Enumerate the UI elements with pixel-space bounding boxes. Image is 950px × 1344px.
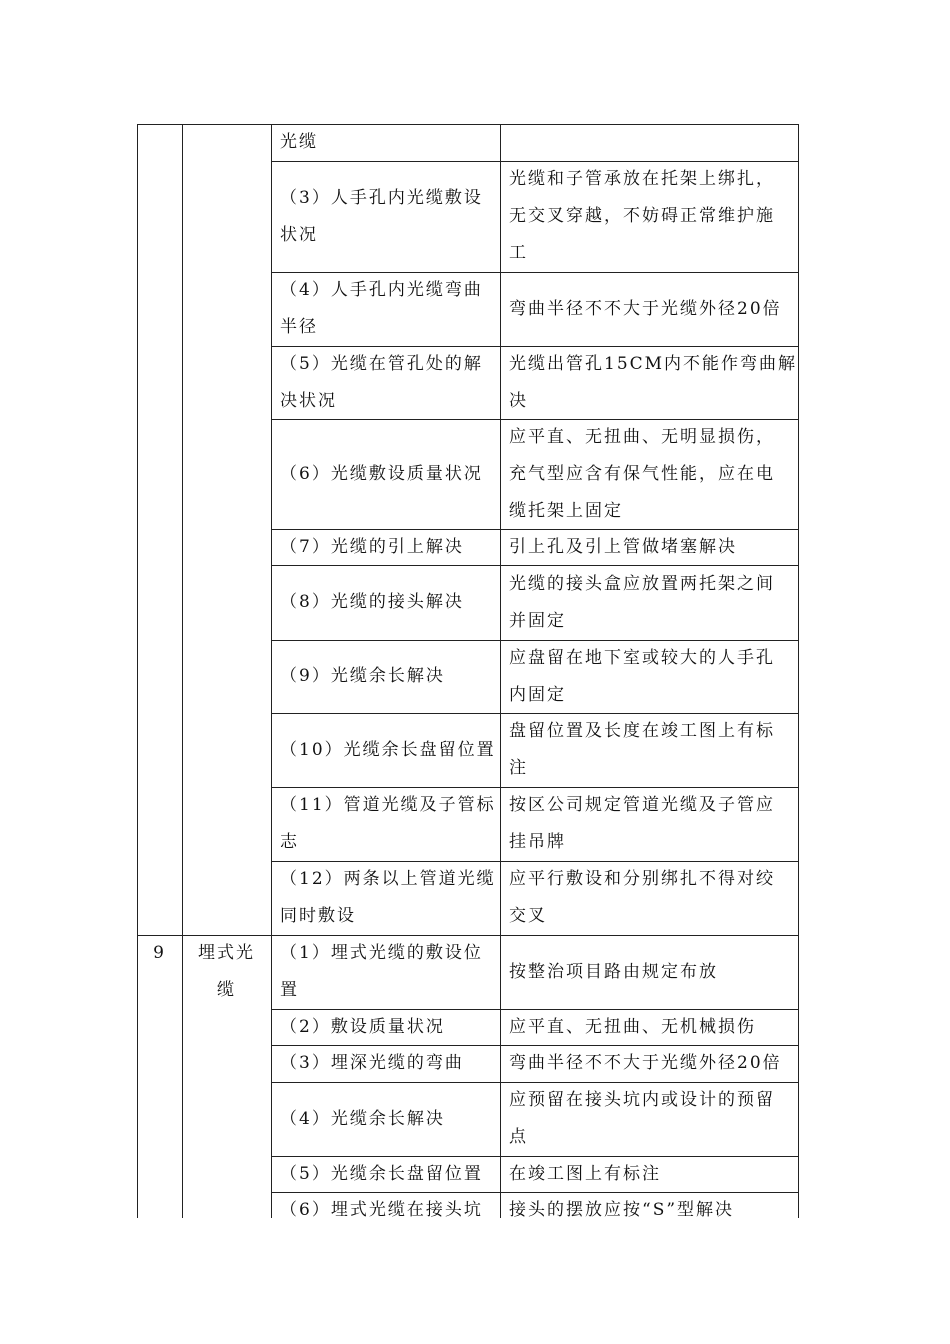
requirement-cell-line: 接头的摆放应按“S”型解决 <box>509 1200 735 1220</box>
item-cell-line: （2）敷设质量状况 <box>280 1017 445 1037</box>
item-cell-line: （6）光缆敷设质量状况 <box>280 464 483 484</box>
table-left-border <box>137 124 138 1218</box>
item-cell <box>280 732 497 769</box>
requirement-cell-line: 应平直、无扭曲、无明显损伤， <box>509 427 775 447</box>
requirement-cell <box>509 1082 795 1156</box>
requirement-cell-line: 点 <box>509 1127 528 1147</box>
requirement-cell <box>509 566 795 640</box>
item-cell-line: 状况 <box>280 225 318 245</box>
item-cell-line: 置 <box>280 980 299 1000</box>
requirement-cell <box>509 161 795 272</box>
item-cell <box>280 529 497 566</box>
item-cell-line: 光缆 <box>280 132 318 152</box>
requirement-cell-line: 注 <box>509 758 528 778</box>
item-cell-line: （9）光缆余长解决 <box>280 666 445 686</box>
item-cell <box>280 346 497 420</box>
requirement-cell-line: 按区公司规定管道光缆及子管应 <box>509 795 775 815</box>
item-cell-line: （5）光缆余长盘留位置 <box>280 1164 483 1184</box>
requirement-cell <box>509 1045 795 1082</box>
item-cell <box>280 1156 497 1193</box>
requirement-cell-line: 在竣工图上有标注 <box>509 1164 661 1184</box>
item-cell <box>280 1009 497 1046</box>
item-cell-line: （1）埋式光缆的敷设位 <box>280 943 483 963</box>
requirement-cell-line: 应平行敷设和分别绑扎不得对绞 <box>509 869 775 889</box>
requirement-cell-line: 应平直、无扭曲、无机械损伤 <box>509 1017 756 1037</box>
requirement-cell-line: 并固定 <box>509 611 566 631</box>
requirement-cell-line: 盘留位置及长度在竣工图上有标 <box>509 721 775 741</box>
item-cell-line: （3）埋深光缆的弯曲 <box>280 1053 464 1073</box>
item-cell <box>280 861 497 935</box>
section-name-line: 埋式光 <box>198 943 255 963</box>
column-divider <box>182 124 183 1218</box>
item-cell <box>280 787 497 861</box>
requirement-cell <box>509 346 798 420</box>
requirement-cell-line: 光缆和子管承放在托架上绑扎， <box>509 169 775 189</box>
requirement-cell-line: 交叉 <box>509 906 547 926</box>
item-cell-line: （12）两条以上管道光缆 <box>280 869 496 889</box>
item-cell <box>280 272 497 346</box>
requirement-cell <box>509 640 795 714</box>
item-cell <box>280 1101 497 1138</box>
item-cell <box>280 1045 497 1082</box>
requirement-cell <box>509 1192 795 1229</box>
item-cell-line: 决状况 <box>280 391 337 411</box>
requirement-cell <box>509 861 795 935</box>
item-cell-line: （8）光缆的接头解决 <box>280 592 464 612</box>
section-name <box>182 935 271 1009</box>
requirement-cell-line: 光缆的接头盒应放置两托架之间 <box>509 574 775 594</box>
requirement-cell-line: 决 <box>509 391 528 411</box>
requirement-cell-line: 内固定 <box>509 685 566 705</box>
requirement-cell <box>509 713 795 787</box>
item-cell-line: （4）光缆余长解决 <box>280 1109 445 1129</box>
item-cell <box>280 1192 497 1229</box>
item-cell-line: 半径 <box>280 317 318 337</box>
item-cell-line: （5）光缆在管孔处的解 <box>280 354 483 374</box>
requirement-cell-line: 引上孔及引上管做堵塞解决 <box>509 537 737 557</box>
table-right-border <box>798 124 799 1218</box>
item-cell-line: 同时敷设 <box>280 906 356 926</box>
item-cell-line: （11）管道光缆及子管标 <box>280 795 496 815</box>
requirement-cell <box>509 529 795 566</box>
requirement-cell-line: 充气型应含有保气性能，应在电 <box>509 464 775 484</box>
requirement-cell-line: 缆托架上固定 <box>509 501 623 521</box>
requirement-cell-line: 应预留在接头坑内或设计的预留 <box>509 1090 775 1110</box>
requirement-cell <box>509 954 795 991</box>
requirement-cell-line: 按整治项目路由规定布放 <box>509 962 718 982</box>
column-divider <box>500 124 501 1218</box>
item-cell-line: （10）光缆余长盘留位置 <box>280 740 496 760</box>
requirement-cell <box>509 291 795 328</box>
requirement-cell-line: 工 <box>509 243 528 263</box>
requirement-cell-line: 光缆出管孔15CM内不能作弯曲解 <box>509 354 798 374</box>
item-cell <box>280 658 497 695</box>
item-cell <box>280 456 497 493</box>
requirement-cell-line: 弯曲半径不不大于光缆外径20倍 <box>509 1053 782 1073</box>
requirement-cell <box>509 1156 795 1193</box>
item-cell-line: 志 <box>280 832 299 852</box>
requirement-cell-line: 弯曲半径不不大于光缆外径20倍 <box>509 299 782 319</box>
column-divider <box>271 124 272 1218</box>
item-cell <box>280 180 497 254</box>
item-cell-line: （6）埋式光缆在接头坑 <box>280 1200 483 1220</box>
requirement-cell <box>509 419 795 530</box>
requirement-cell <box>509 787 795 861</box>
requirement-cell-line: 应盘留在地下室或较大的人手孔 <box>509 648 775 668</box>
item-cell-line: （7）光缆的引上解决 <box>280 537 464 557</box>
item-cell <box>280 935 497 1009</box>
item-cell <box>280 584 497 621</box>
item-cell-line: （3）人手孔内光缆敷设 <box>280 188 483 208</box>
requirement-cell <box>509 1009 795 1046</box>
section-name-line: 缆 <box>217 980 236 1000</box>
item-cell <box>280 124 497 161</box>
section-number: 9 <box>153 943 166 963</box>
requirement-cell-line: 挂吊牌 <box>509 832 566 852</box>
item-cell-line: （4）人手孔内光缆弯曲 <box>280 280 483 300</box>
requirement-cell-line: 无交叉穿越，不妨碍正常维护施 <box>509 206 775 226</box>
